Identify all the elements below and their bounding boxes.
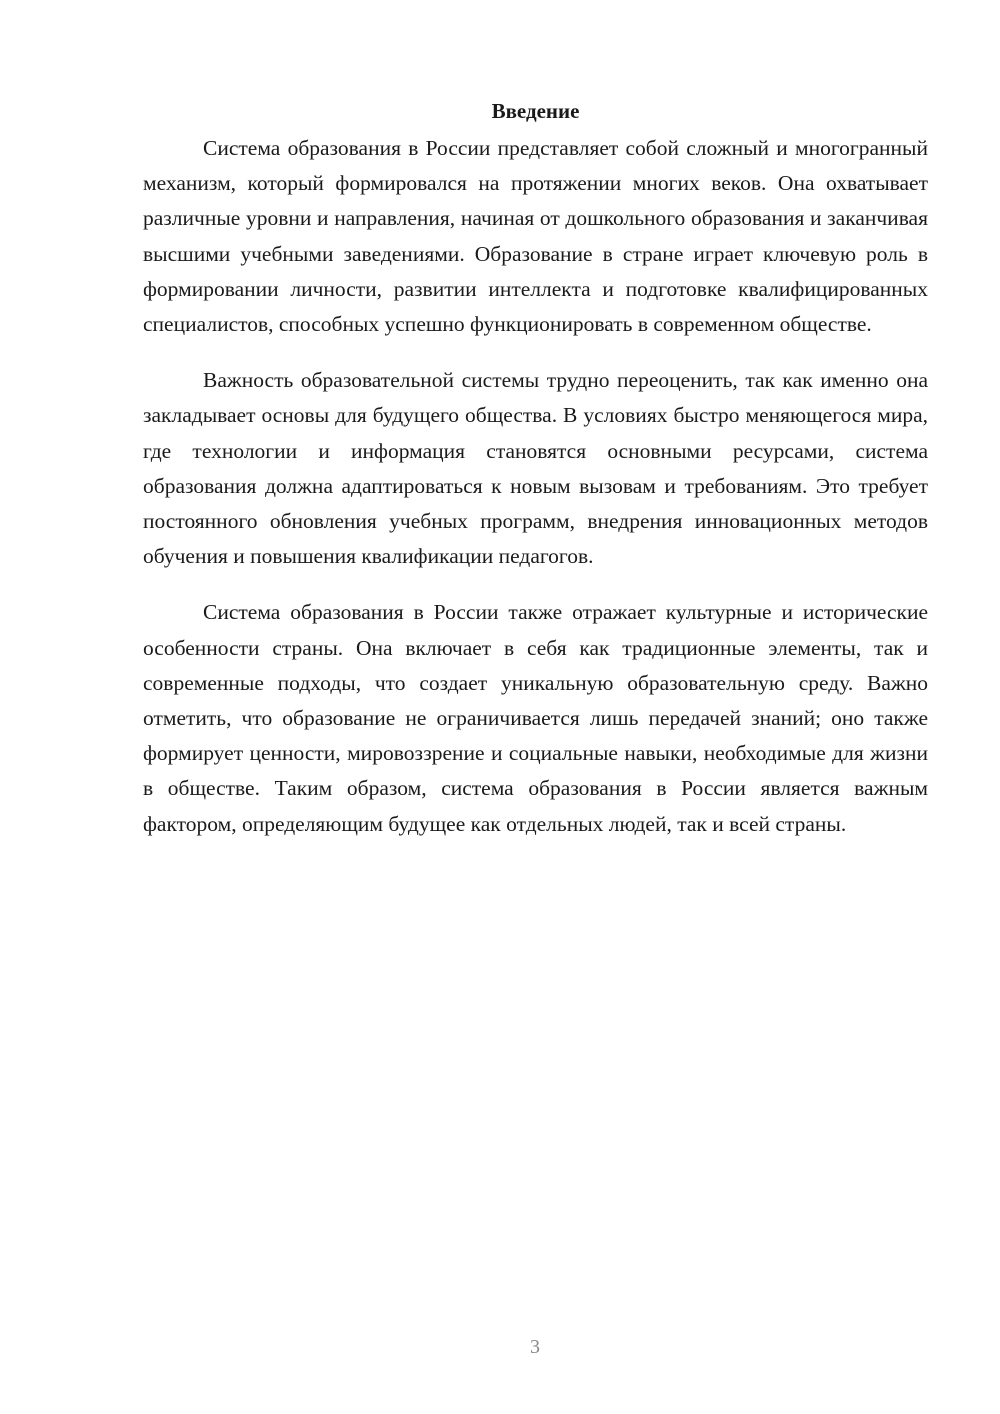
page-number: 3	[530, 1336, 540, 1358]
section-heading: Введение	[491, 99, 580, 123]
paragraph-2: Важность образовательной системы трудно переоценить, так как именно она закладывает основы для будущего общества. В условиях быстро меняющегося мира, где технологии и информация становятся основными ресурсами, система образования должна адаптироваться к новым вызовам и требованиям. Это требует постоянного обновления учебных программ, внедрения инновационных методов обучения и повышения квалификации педагогов.	[143, 368, 928, 569]
paragraph-1: Система образования в России представляет собой сложный и многогранный механизм, который формировался на протяжении многих веков. Она охватывает различные уровни и направления, начиная от дошкольного образования и заканчивая высшими учебными заведениями. Образование в стране играет ключевую роль в формировании личности, развитии интеллекта и подготовке квалифицированных специалистов, способных успешно функционировать в современном обществе.	[143, 136, 928, 337]
page-body	[143, 96, 928, 842]
paragraph-3: Система образования в России также отражает культурные и исторические особенности страны. Она включает в себя как традиционные элементы, так и современные подходы, что создает уникальную образовательную среду. Важно отметить, что образование не ограничивается лишь передачей знаний; оно также формирует ценности, мировоззрение и социальные навыки, необходимые для жизни в обществе. Таким образом, система образования в России является важным фактором, определяющим будущее как отдельных людей, так и всей страны.	[143, 600, 928, 836]
